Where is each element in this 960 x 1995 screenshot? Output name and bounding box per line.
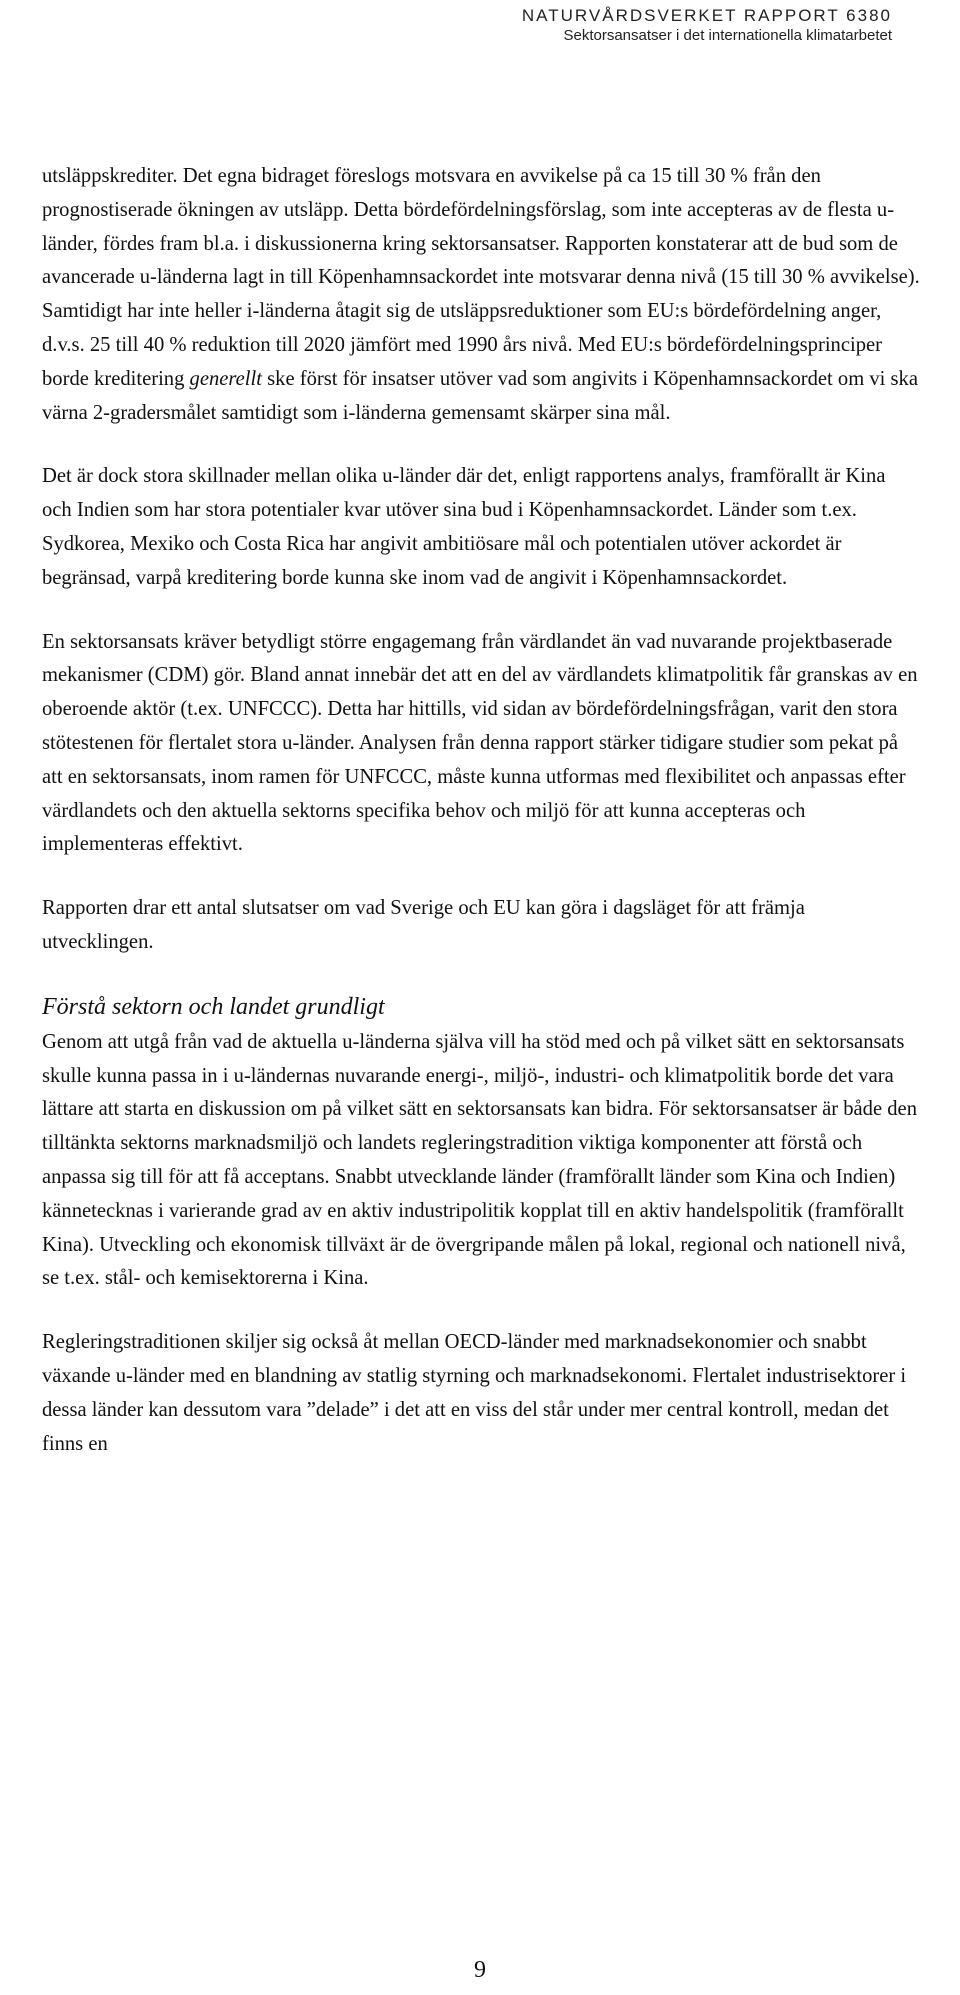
page-number: 9 [474, 1957, 486, 1983]
paragraph-4: Rapporten drar ett antal slutsatser om vad Sverige och EU kan göra i dagsläget för att främja utvecklingen. [42, 897, 805, 953]
paragraph-1-end: ske först för insatser utöver vad som angivits i Köpenhamnsackordet om vi ska värna 2-gradersmålet samtidigt som i-länderna gemensamt skärper sina mål. [42, 367, 918, 424]
report-subtitle: Sektorsansatser i det internationella klimatarbetet [563, 27, 892, 44]
section-paragraph-2: Regleringstraditionen skiljer sig också åt mellan OECD-länder med marknadsekonomier och snabbt växande u-länder med en blandning av statlig styrning och marknadsekonomi. Flertalet industrisektorer i dessa länder kan dessutom vara ”delade” i det att en viss del står under mer central kontroll, medan det finns en [42, 1331, 907, 1455]
body-text [42, 160, 920, 1491]
paragraph-3: En sektorsansats kräver betydligt större engagemang från värdlandet än vad nuvarande projektbaserade mekanismer (CDM) gör. Bland annat innebär det att en del av värdlandets klimatpolitik får granskas av en oberoende aktör (t.ex. UNFCCC). Detta har hittills, vid sidan av bördefördelningsfrågan, varit den stora stötestenen för flertalet stora u-länder. Analysen från denna rapport stärker tidigare studier som pekat på att en sektorsansats, inom ramen för UNFCCC, måste kunna utformas med flexibilitet och anpassas efter värdlandets och den aktuella sektorns specifika behov och miljö för att kunna accepteras och implementeras effektivt. [42, 630, 918, 856]
section-heading: Förstå sektorn och landet grundligt [42, 993, 385, 1020]
paragraph-1-start: utsläppskrediter. Det egna bidraget föreslogs motsvara en avvikelse på ca 15 till 30 % från den prognostiserade ökningen av utsläpp. Detta bördefördelningsförslag, som inte accepteras av de flesta u-länder, fördes fram bl.a. i diskussionerna kring sektorsansatser. Rapporten konstaterar att de bud som de avancerade u-länderna lagt in till Köpenhamnsackordet inte motsvarar denna nivå (15 till 30 % avvikelse). Samtidigt har inte heller i-länderna åtagit sig de utsläppsreduktioner som EU:s bördefördelning anger, d.v.s. 25 till 40 % reduktion till 2020 jämfört med 1990 års nivå. Med EU:s bördefördelningsprinciper borde kreditering [42, 165, 920, 390]
section-paragraph-1: Genom att utgå från vad de aktuella u-länderna själva vill ha stöd med och på vilket sätt en sektorsansats skulle kunna passa in i u-ländernas nuvarande energi-, miljö-, industri- och klimatpolitik borde det vara lättare att starta en diskussion om på vilket sätt en sektorsansats kan bidra. För sektorsansatser är både den tilltänkta sektorns marknadsmiljö och landets regleringstradition viktiga komponenter att förstå och anpassa sig till för att få acceptans. Snabbt utvecklande länder (framförallt länder som Kina och Indien) kännetecknas i varierande grad av en aktiv industripolitik kopplat till en aktiv handelspolitik (framförallt Kina). Utveckling och ekonomisk tillväxt är de övergripande målen på lokal, regional och nationell nivå, se t.ex. stål- och kemisektorerna i Kina. [42, 1030, 917, 1290]
paragraph-1 [42, 160, 920, 430]
report-title: NATURVÅRDSVERKET RAPPORT 6380 [521, 6, 892, 25]
paragraph-2: Det är dock stora skillnader mellan olika u-länder där det, enligt rapportens analys, framförallt är Kina och Indien som har stora potentialer kvar utöver sina bud i Köpenhamnsackordet. Länder som t.ex. Sydkorea, Mexiko och Costa Rica har angivit ambitiösare mål och potentialen utöver ackordet är begränsad, varpå kreditering borde kunna ske inom vad de angivit i Köpenhamnsackordet. [42, 465, 886, 589]
running-header [522, 6, 892, 45]
emphasis-generellt: generellt [189, 367, 262, 390]
